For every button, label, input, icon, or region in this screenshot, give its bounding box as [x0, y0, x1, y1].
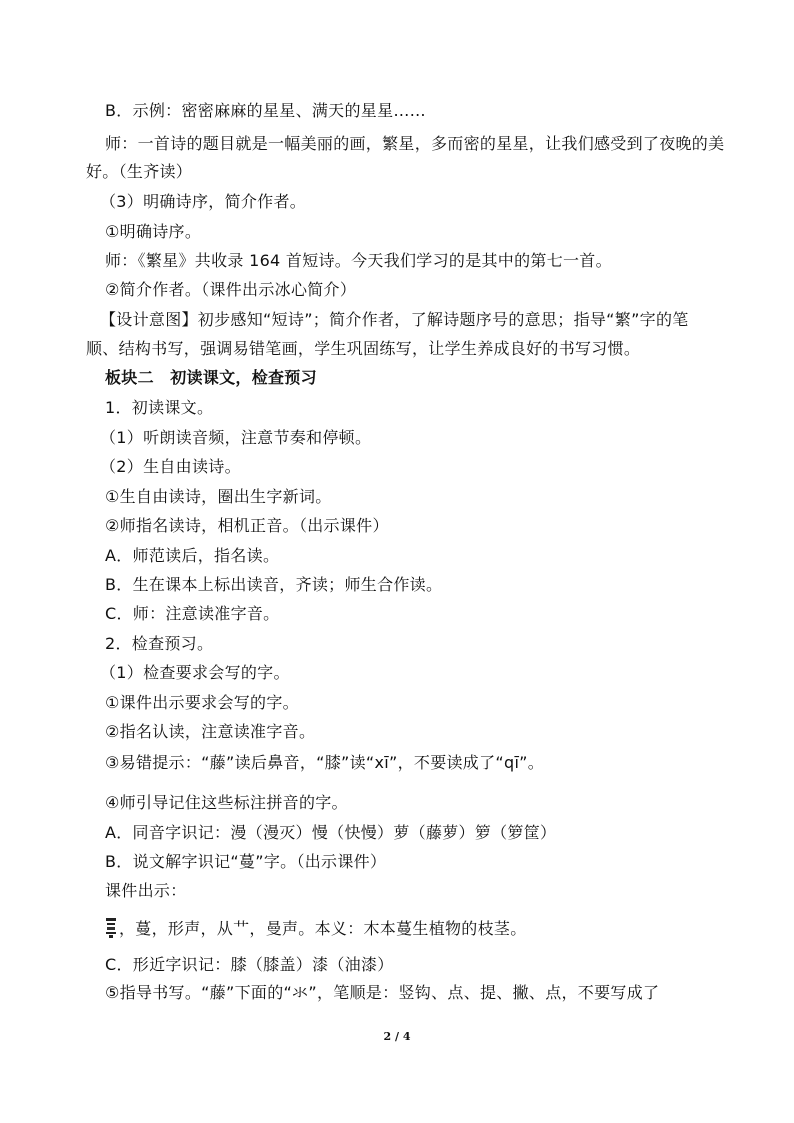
text-line-20: （1）检查要求会写的字。	[100, 663, 290, 682]
text-line-14: ①生自由读诗，圈出生字新词。	[105, 487, 332, 506]
text-line-11: 1．初读课文。	[105, 398, 214, 417]
page-number: 2 / 4	[383, 1030, 411, 1043]
text-line-6: 师：《繁星》共收录 164 首短诗。今天我们学习的是其中的第七一首。	[105, 251, 612, 270]
text-line-3: 好。（生齐读）	[86, 162, 193, 181]
text-line-26: B．说文解字识记“蔓”字。（出示课件）	[105, 852, 387, 871]
text-line-16: A．师范读后，指名读。	[105, 546, 280, 565]
text-line-4: （3）明确诗序，简介作者。	[100, 192, 307, 211]
text-line-27: 课件出示：	[105, 881, 187, 900]
text-line-22: ②指名认读，注意读准字音。	[105, 722, 316, 741]
text-line-29: C．形近字识记：膝（膝盖）漆（油漆）	[105, 955, 394, 974]
text-line-23: ③易错提示：“藤”读后鼻音，“膝”读“xī”，不要读成了“qī”。	[105, 753, 545, 772]
text-line-7: ②简介作者。（课件出示冰心简介）	[105, 280, 357, 299]
text-line-17: B．生在课本上标出读音，齐读；师生合作读。	[105, 575, 443, 594]
seal-character-caption: ，蔓，形声，从艹，曼声。本义：木本蔓生植物的枝茎。	[119, 919, 527, 938]
design-intent-line-2: 顺、结构书写，强调易错笔画，学生巩固练写，让学生养成良好的书写习惯。	[86, 339, 641, 358]
text-line-21: ①课件出示要求会写的字。	[105, 693, 299, 712]
section-heading: 板块二 初读课文，检查预习	[105, 368, 317, 387]
text-line-13: （2）生自由读诗。	[100, 457, 241, 476]
seal-script-character-image	[105, 917, 117, 939]
design-intent-line-1: 【设计意图】初步感知“短诗”；简介作者，了解诗题序号的意思；指导“繁”字的笔	[100, 310, 689, 329]
text-line-1: B．示例：密密麻麻的星星、满天的星星……	[105, 101, 426, 120]
text-line-30: ⑤指导书写。“藤”下面的“氺”，笔顺是：竖钩、点、提、撇、点，不要写成了	[105, 983, 660, 1002]
text-line-19: 2．检查预习。	[105, 634, 214, 653]
text-line-24: ④师引导记住这些标注拼音的字。	[105, 793, 348, 812]
text-line-2: 师：一首诗的题目就是一幅美丽的画，繁星，多而密的星星，让我们感受到了夜晚的美	[105, 134, 725, 153]
text-line-28	[105, 917, 527, 939]
text-line-25: A．同音字识记：漫（漫灭）慢（快慢）萝（藤萝）箩（箩筐）	[105, 823, 557, 842]
text-line-12: （1）听朗读音频，注意节奏和停顿。	[100, 428, 372, 447]
text-line-15: ②师指名读诗，相机正音。（出示课件）	[105, 516, 389, 535]
text-line-5: ①明确诗序。	[105, 222, 202, 241]
text-line-18: C．师：注意读准字音。	[105, 604, 280, 623]
